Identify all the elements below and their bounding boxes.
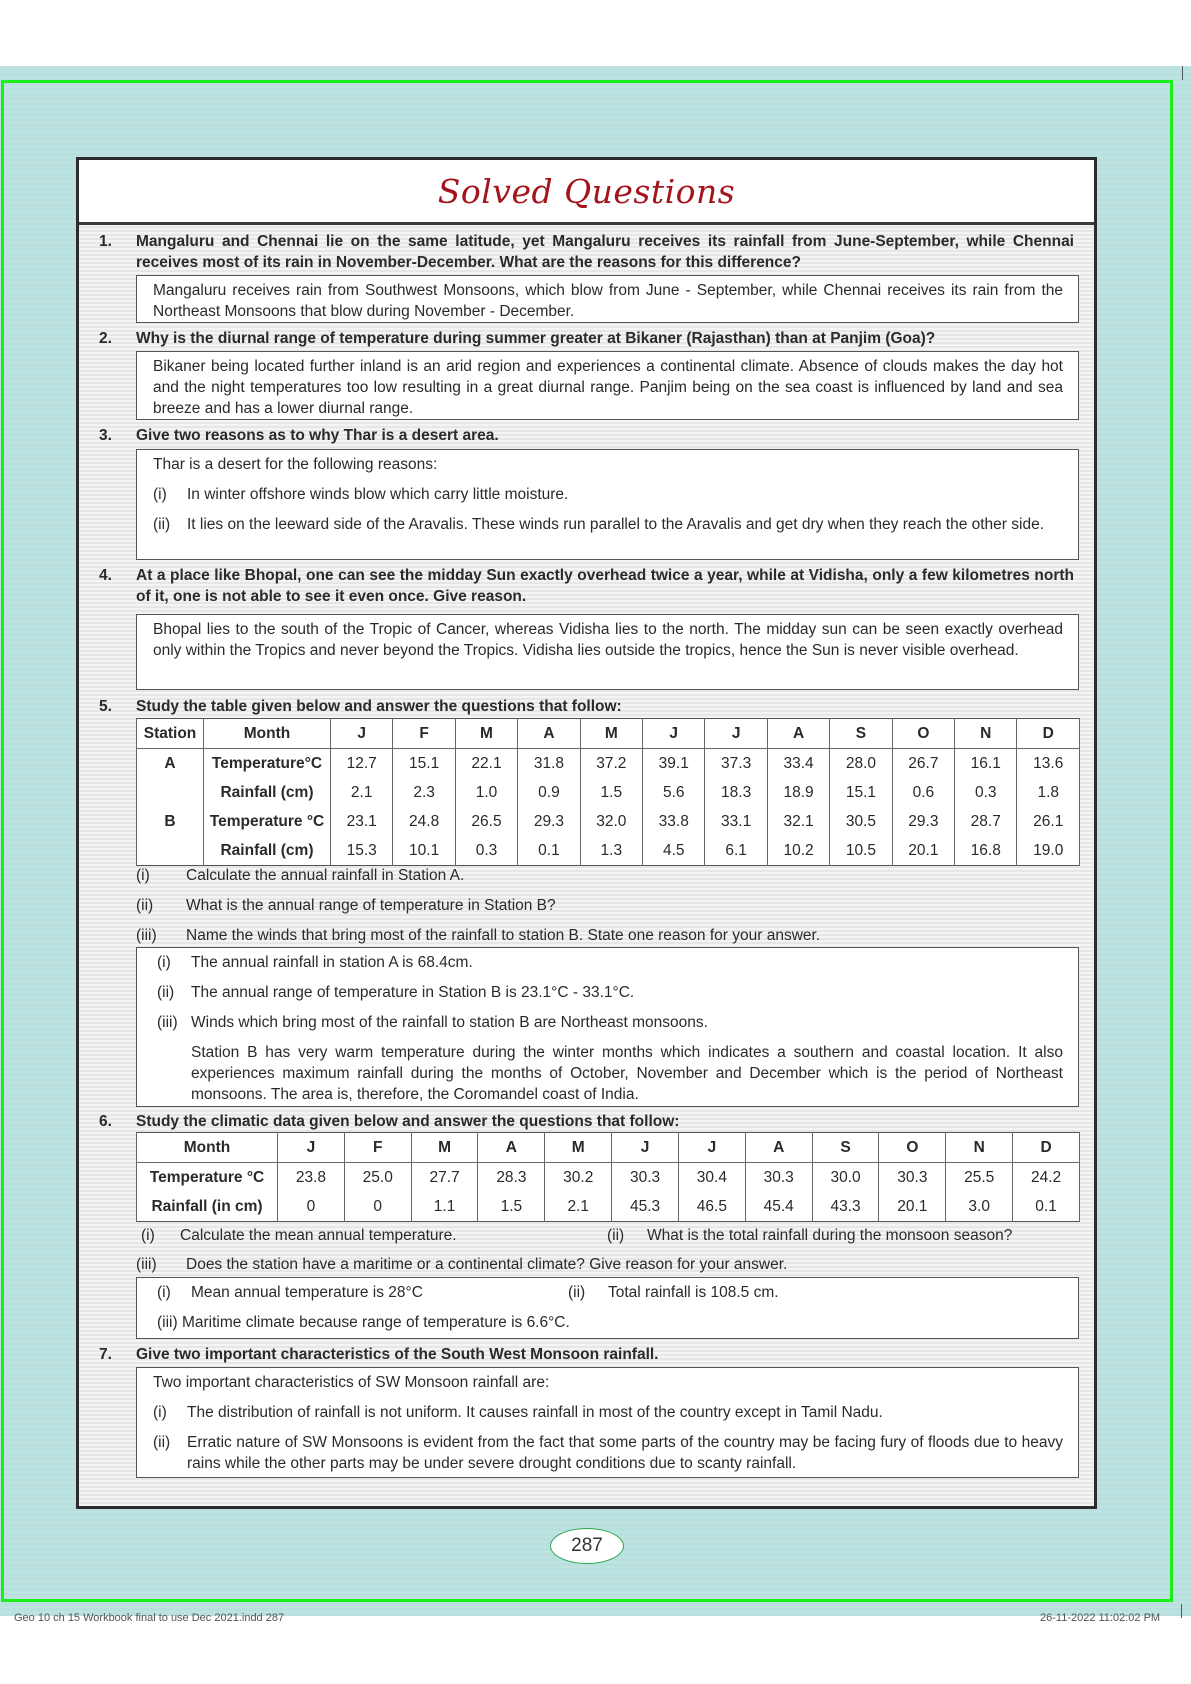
table-cell: 24.8 xyxy=(393,807,455,836)
question-text: Why is the diurnal range of temperature during summer greater at Bikaner (Rajasthan) than at Panjim (Goa)? xyxy=(136,330,936,347)
answer-item-text: Maritime climate because range of temperature is 6.6°C. xyxy=(181,1314,570,1331)
table-cell: 1.1 xyxy=(411,1192,478,1222)
table-header: O xyxy=(879,1133,946,1163)
question-text: Give two important characteristics of the South West Monsoon rainfall. xyxy=(136,1346,659,1363)
row-label: Rainfall (in cm) xyxy=(137,1192,278,1222)
answer-item xyxy=(153,514,1063,535)
row-label: Temperature°C xyxy=(204,749,331,779)
answer-text: Mangaluru receives rain from Southwest Monsoons, which blow from June - September, while Chennai receives its rain from the Northeast Monsoons that blow during November - December. xyxy=(153,282,1063,320)
answer-item xyxy=(157,982,1063,1003)
subquestion xyxy=(136,1254,1036,1275)
table-cell: 2.1 xyxy=(545,1192,612,1222)
row-label: Rainfall (cm) xyxy=(204,836,331,866)
table-header: Station xyxy=(137,719,204,749)
table-cell: 0.1 xyxy=(1013,1192,1080,1222)
table-cell: 30.5 xyxy=(830,807,892,836)
answer-item-text: In winter offshore winds blow which carry little moisture. xyxy=(187,486,569,503)
table-header: A xyxy=(767,719,829,749)
table-cell: 30.3 xyxy=(612,1163,679,1193)
table-cell: 16.1 xyxy=(955,749,1017,779)
table-header: J xyxy=(278,1133,345,1163)
question-number: 3. xyxy=(99,427,112,444)
subquestion xyxy=(136,895,1036,916)
question-text: Mangaluru and Chennai lie on the same latitude, yet Mangaluru receives its rainfall from June-September, while Chennai receives most of its rain in November-December. What are the reasons for this difference? xyxy=(136,233,1074,271)
question-text: Study the table given below and answer the questions that follow: xyxy=(136,698,622,715)
table-cell: 2.1 xyxy=(331,778,393,807)
subquestion xyxy=(136,1225,586,1246)
table-cell: 4.5 xyxy=(643,836,705,866)
question-number: 7. xyxy=(99,1346,112,1363)
roman-numeral: (ii) xyxy=(607,1227,625,1244)
roman-numeral: (ii) xyxy=(153,516,171,533)
table-cell: 30.3 xyxy=(879,1163,946,1193)
roman-numeral: (ii) xyxy=(157,984,175,1001)
table-header: J xyxy=(678,1133,745,1163)
station-cell: A xyxy=(137,749,204,779)
table-header: J xyxy=(612,1133,679,1163)
table-cell: 20.1 xyxy=(879,1192,946,1222)
table-cell: 2.3 xyxy=(393,778,455,807)
table-cell: 25.0 xyxy=(344,1163,411,1193)
table-cell: 6.1 xyxy=(705,836,767,866)
table-header: J xyxy=(331,719,393,749)
table-cell: 0 xyxy=(344,1192,411,1222)
roman-numeral: (iii) xyxy=(136,927,157,944)
table-cell: 0.3 xyxy=(955,778,1017,807)
answer-text: Bhopal lies to the south of the Tropic of Cancer, whereas Vidisha lies to the north. The midday sun can be seen exactly overhead only within the Tropics and never beyond the Tropics. Vidisha lies outside the tropics, hence the Sun is never visible overhead. xyxy=(153,621,1063,659)
table-cell: 0 xyxy=(278,1192,345,1222)
table-header: Month xyxy=(204,719,331,749)
answer-7 xyxy=(136,1367,1079,1478)
title-bar xyxy=(79,160,1094,225)
table-header: A xyxy=(745,1133,812,1163)
answer-intro: Two important characteristics of SW Monsoon rainfall are: xyxy=(153,1374,550,1391)
table-row xyxy=(137,807,1080,836)
question-number: 6. xyxy=(99,1113,112,1130)
table-cell: 12.7 xyxy=(331,749,393,779)
table-cell: 15.1 xyxy=(830,778,892,807)
table-header: S xyxy=(830,719,892,749)
answer-note: Station B has very warm temperature during the winter months which indicates a southern and coastal location. It also experiences maximum rainfall during the months of October, November and December which is the period of Northeast monsoons. The area is, therefore, the Coromandel coast of India. xyxy=(191,1044,1063,1103)
table-header: F xyxy=(393,719,455,749)
table-row xyxy=(137,836,1080,866)
solved-questions-panel xyxy=(76,157,1097,1509)
table-cell: 26.7 xyxy=(892,749,954,779)
table-cell: 28.3 xyxy=(478,1163,545,1193)
table-cell: 28.0 xyxy=(830,749,892,779)
question-number: 5. xyxy=(99,698,112,715)
row-label: Temperature °C xyxy=(204,807,331,836)
table-header: N xyxy=(955,719,1017,749)
table-cell: 1.0 xyxy=(455,778,517,807)
table-row xyxy=(137,1163,1080,1193)
station-cell: B xyxy=(137,807,204,836)
table-cell: 10.1 xyxy=(393,836,455,866)
roman-numeral: (iii) xyxy=(136,1256,157,1273)
station-cell xyxy=(137,836,204,866)
question-number: 4. xyxy=(99,567,112,584)
table-cell: 37.2 xyxy=(580,749,642,779)
table-cell: 30.2 xyxy=(545,1163,612,1193)
table-cell: 45.3 xyxy=(612,1192,679,1222)
subquestion-text: What is the annual range of temperature in Station B? xyxy=(186,897,556,914)
table-cell: 15.1 xyxy=(393,749,455,779)
answer-item xyxy=(153,1432,1063,1474)
print-slug-left: Geo 10 ch 15 Workbook final to use Dec 2021.indd 287 xyxy=(14,1612,285,1624)
table-cell: 26.1 xyxy=(1017,807,1080,836)
table-cell: 18.9 xyxy=(767,778,829,807)
question-text: Study the climatic data given below and answer the questions that follow: xyxy=(136,1113,680,1130)
table-header: J xyxy=(705,719,767,749)
question-number: 1. xyxy=(99,233,112,250)
table-header: A xyxy=(478,1133,545,1163)
answer-5 xyxy=(136,947,1079,1107)
table-cell: 33.4 xyxy=(767,749,829,779)
roman-numeral: (iii) xyxy=(157,1014,178,1031)
page-title: Solved Questions xyxy=(437,171,736,211)
answer-item-text: The annual rainfall in station A is 68.4cm. xyxy=(191,954,473,971)
answer-item-text: Total rainfall is 108.5 cm. xyxy=(608,1284,779,1301)
table-cell: 19.0 xyxy=(1017,836,1080,866)
table-cell: 31.8 xyxy=(518,749,580,779)
station-cell xyxy=(137,778,204,807)
answer-2 xyxy=(136,351,1079,420)
table-cell: 28.7 xyxy=(955,807,1017,836)
table-cell: 1.3 xyxy=(580,836,642,866)
answer-item-text: Mean annual temperature is 28°C xyxy=(191,1284,423,1301)
roman-numeral: (i) xyxy=(157,1284,171,1301)
table-cell: 22.1 xyxy=(455,749,517,779)
table-cell: 45.4 xyxy=(745,1192,812,1222)
table-header: Month xyxy=(137,1133,278,1163)
answer-text: Bikaner being located further inland is an arid region and experiences a continental climate. Absence of clouds makes the day hot and the night temperatures too low resulting in a great diurnal range. Panjim being on the sea coast is influenced by land and sea breeze and has a lower diurnal range. xyxy=(153,358,1063,417)
table-cell: 37.3 xyxy=(705,749,767,779)
answer-item xyxy=(153,484,1063,505)
table-row xyxy=(137,749,1080,779)
table-header: M xyxy=(580,719,642,749)
table-cell: 32.1 xyxy=(767,807,829,836)
table-header: D xyxy=(1017,719,1080,749)
answer-item-text: The annual range of temperature in Station B is 23.1°C - 33.1°C. xyxy=(191,984,635,1001)
table-cell: 23.1 xyxy=(331,807,393,836)
answer-item xyxy=(157,1012,1063,1033)
answer-3 xyxy=(136,449,1079,560)
table-cell: 29.3 xyxy=(518,807,580,836)
table-header: M xyxy=(545,1133,612,1163)
table-cell: 25.5 xyxy=(946,1163,1013,1193)
table-cell: 30.3 xyxy=(745,1163,812,1193)
roman-numeral: (i) xyxy=(136,867,150,884)
table-cell: 0.1 xyxy=(518,836,580,866)
answer-row xyxy=(157,1282,1063,1303)
climatic-data-table xyxy=(136,1132,1080,1222)
table-header: S xyxy=(812,1133,879,1163)
answer-1 xyxy=(136,275,1079,323)
subquestion-text: Calculate the mean annual temperature. xyxy=(180,1227,457,1244)
table-header: F xyxy=(344,1133,411,1163)
roman-numeral: (i) xyxy=(157,954,171,971)
roman-numeral: (ii) xyxy=(153,1434,171,1451)
subquestion-text: Calculate the annual rainfall in Station A. xyxy=(186,867,465,884)
answer-item-text: Erratic nature of SW Monsoons is evident from the fact that some parts of the country may be facing fury of floods due to heavy rains while the other parts may be under severe drought conditions due to scanty rainfall. xyxy=(187,1434,1063,1472)
page-number: 287 xyxy=(571,1535,603,1556)
table-header: M xyxy=(411,1133,478,1163)
subquestion xyxy=(136,925,1036,946)
answer-item-text: The distribution of rainfall is not uniform. It causes rainfall in most of the country except in Tamil Nadu. xyxy=(187,1404,883,1421)
answer-intro: Thar is a desert for the following reasons: xyxy=(153,456,438,473)
table-cell: 1.8 xyxy=(1017,778,1080,807)
table-cell: 16.8 xyxy=(955,836,1017,866)
table-cell: 33.8 xyxy=(643,807,705,836)
answer-row xyxy=(157,1312,1063,1333)
table-cell: 23.8 xyxy=(278,1163,345,1193)
table-cell: 1.5 xyxy=(580,778,642,807)
table-cell: 0.6 xyxy=(892,778,954,807)
table-header: A xyxy=(518,719,580,749)
table-header: M xyxy=(455,719,517,749)
question-text: At a place like Bhopal, one can see the midday Sun exactly overhead twice a year, while at Vidisha, only a few kilometres north of it, one is not able to see it even once. Give reason. xyxy=(136,567,1074,605)
roman-numeral: (ii) xyxy=(136,897,154,914)
answer-item xyxy=(153,1402,1063,1423)
answer-6 xyxy=(136,1277,1079,1339)
station-data-table xyxy=(136,718,1080,866)
table-header-row xyxy=(137,719,1080,749)
table-cell: 1.5 xyxy=(478,1192,545,1222)
table-cell: 13.6 xyxy=(1017,749,1080,779)
table-cell: 20.1 xyxy=(892,836,954,866)
answer-4 xyxy=(136,614,1079,690)
table-cell: 43.3 xyxy=(812,1192,879,1222)
table-row xyxy=(137,1192,1080,1222)
table-cell: 39.1 xyxy=(643,749,705,779)
roman-numeral: (i) xyxy=(153,486,167,503)
subquestion-text: What is the total rainfall during the monsoon season? xyxy=(647,1227,1013,1244)
answer-item-text: Winds which bring most of the rainfall to station B are Northeast monsoons. xyxy=(191,1014,708,1031)
table-cell: 26.5 xyxy=(455,807,517,836)
table-cell: 3.0 xyxy=(946,1192,1013,1222)
row-label: Temperature °C xyxy=(137,1163,278,1193)
table-cell: 33.1 xyxy=(705,807,767,836)
table-cell: 29.3 xyxy=(892,807,954,836)
crop-mark xyxy=(1181,1604,1182,1618)
subquestion xyxy=(607,1225,1077,1246)
table-cell: 5.6 xyxy=(643,778,705,807)
table-cell: 0.9 xyxy=(518,778,580,807)
table-cell: 18.3 xyxy=(705,778,767,807)
table-cell: 30.4 xyxy=(678,1163,745,1193)
table-cell: 10.5 xyxy=(830,836,892,866)
table-cell: 10.2 xyxy=(767,836,829,866)
roman-numeral: (i) xyxy=(153,1404,167,1421)
table-header: J xyxy=(643,719,705,749)
table-cell: 24.2 xyxy=(1013,1163,1080,1193)
crop-mark xyxy=(1182,66,1183,80)
table-header: D xyxy=(1013,1133,1080,1163)
answer-item-text: It lies on the leeward side of the Aravalis. These winds run parallel to the Aravalis and get dry when they reach the other side. xyxy=(187,516,1045,533)
row-label: Rainfall (cm) xyxy=(204,778,331,807)
table-header-row xyxy=(137,1133,1080,1163)
roman-numeral: (ii) xyxy=(568,1284,586,1301)
answer-item xyxy=(157,952,1063,973)
table-cell: 46.5 xyxy=(678,1192,745,1222)
roman-numeral: (i) xyxy=(141,1227,155,1244)
subquestion-text: Does the station have a maritime or a continental climate? Give reason for your answer. xyxy=(186,1256,788,1273)
question-text: Give two reasons as to why Thar is a desert area. xyxy=(136,427,499,444)
subquestion xyxy=(136,865,1036,886)
question-number: 2. xyxy=(99,330,112,347)
table-cell: 30.0 xyxy=(812,1163,879,1193)
table-header: O xyxy=(892,719,954,749)
page-number-badge xyxy=(550,1528,624,1564)
table-cell: 0.3 xyxy=(455,836,517,866)
table-cell: 15.3 xyxy=(331,836,393,866)
subquestion-text: Name the winds that bring most of the rainfall to station B. State one reason for your answer. xyxy=(186,927,821,944)
print-slug-right: 26-11-2022 11:02:02 PM xyxy=(1040,1612,1161,1624)
table-header: N xyxy=(946,1133,1013,1163)
table-row xyxy=(137,778,1080,807)
table-cell: 32.0 xyxy=(580,807,642,836)
roman-numeral: (iii) xyxy=(157,1314,178,1331)
table-cell: 27.7 xyxy=(411,1163,478,1193)
